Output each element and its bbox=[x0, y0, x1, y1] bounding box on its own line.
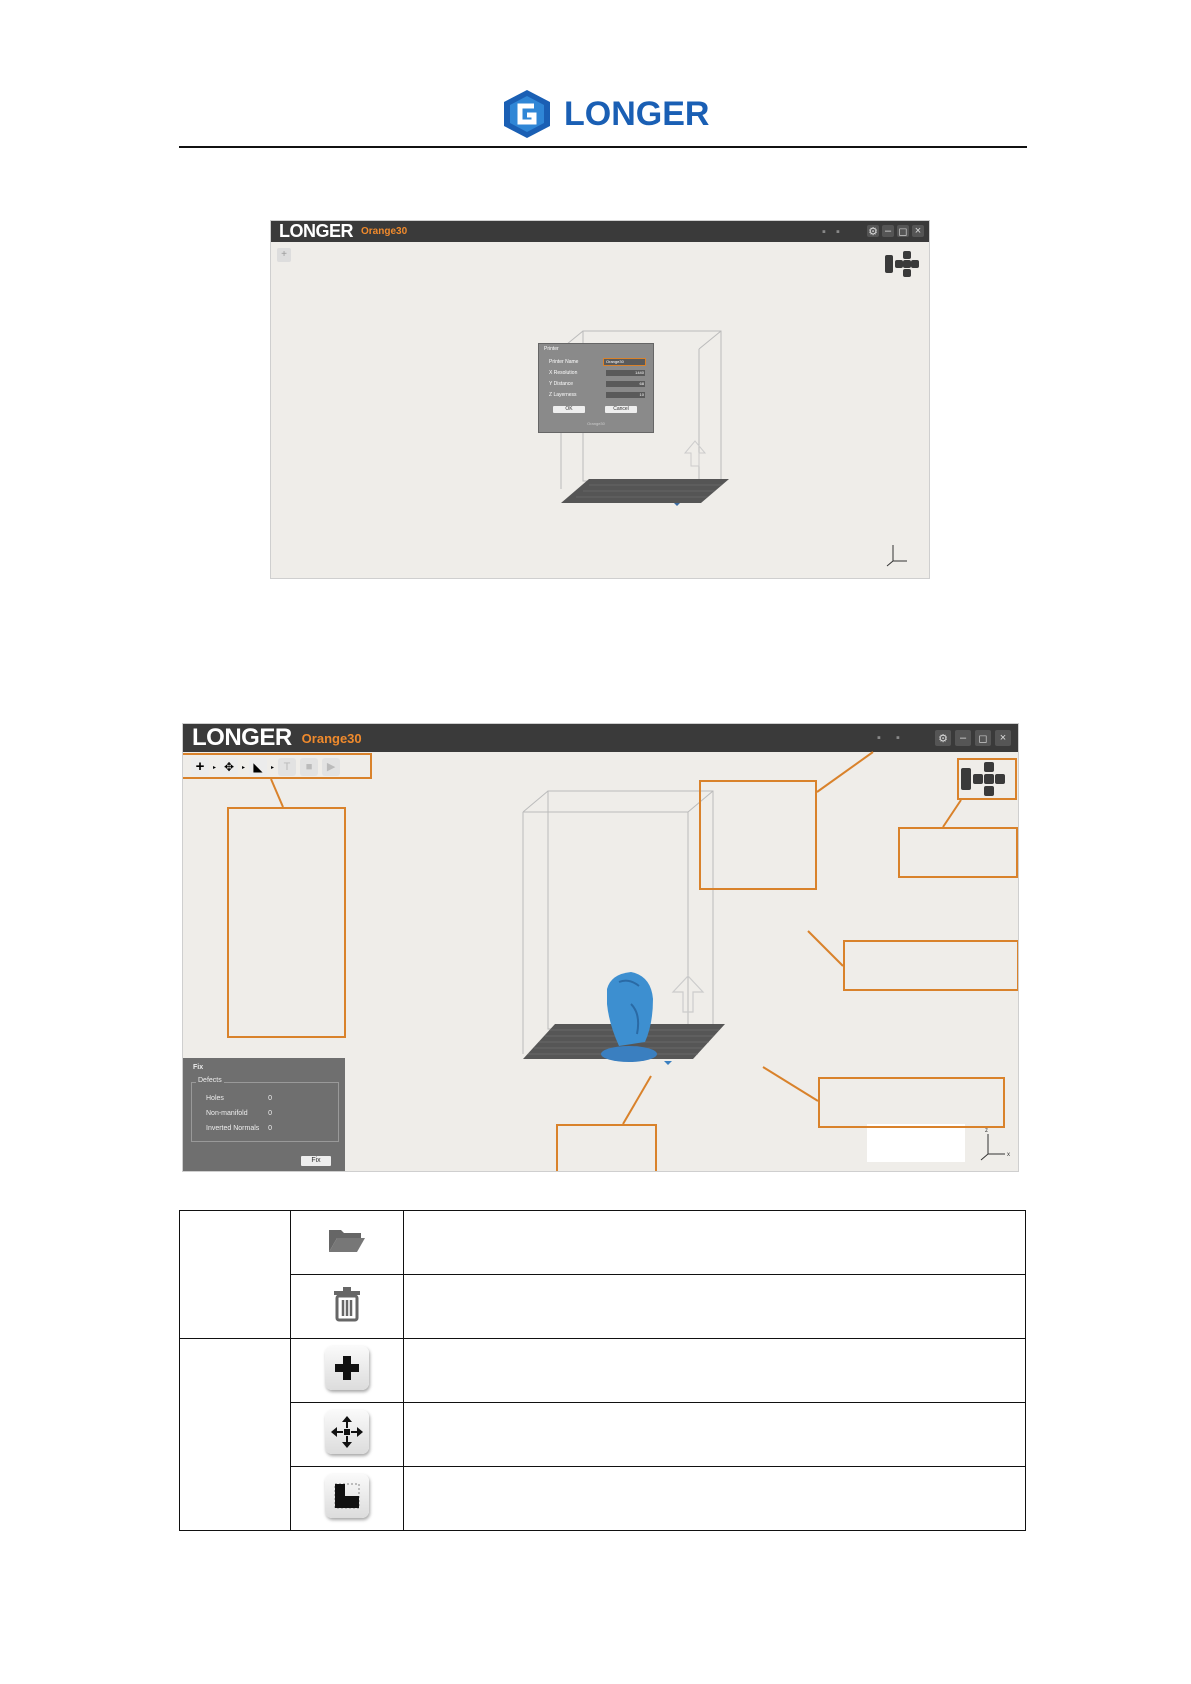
print-button[interactable]: ▶ bbox=[322, 758, 340, 776]
folder-icon[interactable]: ▪ bbox=[877, 732, 881, 744]
minimize-button[interactable]: – bbox=[882, 225, 894, 237]
defect-count: 0 bbox=[268, 1125, 272, 1132]
longer-logo-icon bbox=[500, 88, 554, 140]
dialog-row-z bbox=[549, 391, 645, 398]
support-icon bbox=[325, 1474, 369, 1518]
legend-icon-cell bbox=[291, 1467, 404, 1531]
folder-open-icon bbox=[327, 1224, 367, 1256]
legend-group-tools bbox=[180, 1339, 291, 1531]
defect-label: Non-manifold bbox=[206, 1110, 248, 1117]
legend-description bbox=[404, 1211, 1026, 1275]
legend-group-file bbox=[180, 1211, 291, 1339]
dialog-footer: Orange30 bbox=[587, 421, 605, 426]
legend-description bbox=[404, 1467, 1026, 1531]
printer-model-label: Orange30 bbox=[301, 730, 362, 746]
close-button[interactable]: × bbox=[912, 225, 924, 237]
plus-icon bbox=[325, 1346, 369, 1390]
legend-icon-cell bbox=[291, 1275, 404, 1339]
support-button[interactable]: ◣ bbox=[249, 758, 267, 776]
slice-button[interactable]: T bbox=[278, 758, 296, 776]
stop-button[interactable]: ■ bbox=[300, 758, 318, 776]
screenshot-printer-setup bbox=[270, 220, 930, 579]
close-button[interactable]: × bbox=[995, 730, 1011, 746]
defects-label: Defects bbox=[198, 1077, 222, 1084]
printer-settings-dialog bbox=[538, 343, 654, 433]
dialog-row-y bbox=[549, 380, 645, 387]
axis-x-label: x bbox=[1007, 1152, 1010, 1158]
dialog-title: Printer bbox=[544, 346, 559, 352]
dialog-row-name bbox=[549, 358, 645, 365]
step-arrow-icon: ▸ bbox=[213, 764, 217, 771]
dialog-row-label: Y Distance bbox=[549, 380, 574, 387]
legend-icon-cell bbox=[291, 1339, 404, 1403]
fix-button[interactable]: Fix bbox=[301, 1156, 331, 1166]
z-layer-field[interactable]: 10 bbox=[606, 392, 645, 398]
y-distance-field[interactable]: 68 bbox=[606, 381, 645, 387]
trash-icon[interactable]: ▪ bbox=[896, 732, 900, 744]
fix-panel-title: Fix bbox=[193, 1064, 204, 1071]
legend-icon-cell bbox=[291, 1211, 404, 1275]
settings-button[interactable]: ⚙ bbox=[935, 730, 951, 746]
printer-name-select[interactable]: Orange30 bbox=[604, 359, 645, 365]
defect-label: Holes bbox=[206, 1095, 224, 1102]
legend-description bbox=[404, 1275, 1026, 1339]
defect-label: Inverted Normals bbox=[206, 1125, 260, 1132]
add-model-button[interactable]: + bbox=[277, 248, 291, 262]
dialog-row-x bbox=[549, 369, 645, 376]
step-arrow-icon: ▸ bbox=[242, 764, 246, 771]
trash-icon[interactable]: ▪ bbox=[836, 226, 840, 238]
move-icon bbox=[325, 1410, 369, 1454]
maximize-button[interactable]: ◻ bbox=[898, 225, 908, 238]
legend-description bbox=[404, 1403, 1026, 1467]
defect-count: 0 bbox=[268, 1110, 272, 1117]
longer-logo bbox=[500, 88, 720, 140]
ok-button[interactable]: OK bbox=[553, 406, 585, 413]
dialog-row-label: Printer Name bbox=[549, 358, 579, 365]
trash-icon bbox=[331, 1286, 363, 1322]
callout-leader-lines bbox=[183, 724, 1018, 1171]
maximize-button[interactable]: ◻ bbox=[975, 730, 991, 746]
dialog-row-label: X Resolution bbox=[549, 369, 578, 376]
app-brand: LONGER bbox=[279, 221, 354, 241]
x-resolution-field[interactable]: 1440 bbox=[606, 370, 645, 376]
step-arrow-icon: ▸ bbox=[271, 764, 275, 771]
minimize-button[interactable]: – bbox=[955, 730, 971, 746]
add-model-button[interactable]: + bbox=[191, 758, 209, 776]
screenshot-main-interface bbox=[182, 723, 1019, 1172]
settings-button[interactable]: ⚙ bbox=[868, 225, 878, 238]
folder-icon[interactable]: ▪ bbox=[822, 226, 826, 238]
move-model-button[interactable]: ✥ bbox=[220, 758, 238, 776]
cancel-button[interactable]: Cancel bbox=[605, 406, 637, 413]
legend-icon-cell bbox=[291, 1403, 404, 1467]
logo-text: LONGER bbox=[564, 94, 710, 133]
defect-count: 0 bbox=[268, 1095, 272, 1102]
icon-legend-table bbox=[179, 1210, 1026, 1531]
app-brand: LONGER bbox=[192, 724, 292, 751]
printer-model-label: Orange30 bbox=[361, 226, 408, 237]
header-rule bbox=[179, 146, 1027, 148]
dialog-row-label: Z Layerness bbox=[549, 391, 577, 398]
axis-z-label: z bbox=[985, 1128, 988, 1134]
legend-description bbox=[404, 1339, 1026, 1403]
